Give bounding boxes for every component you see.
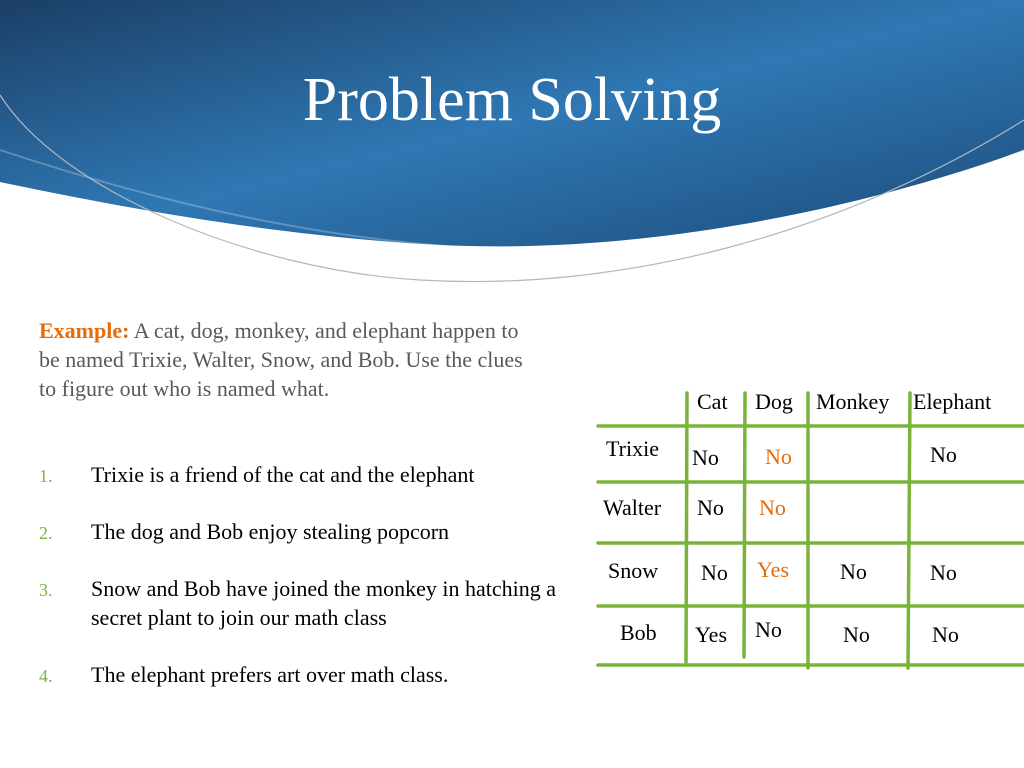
grid-row-label: Walter bbox=[603, 495, 662, 520]
grid-column-dog: Dog bbox=[755, 389, 793, 414]
clue-text: Trixie is a friend of the cat and the elephant bbox=[91, 462, 475, 487]
grid-cell: No bbox=[765, 444, 792, 469]
grid-column-monkey: Monkey bbox=[816, 389, 890, 414]
clue-text: The dog and Bob enjoy stealing popcorn bbox=[91, 519, 450, 544]
example-text: A cat, dog, monkey, and elephant happen to be named Trixie, Walter, Snow, and Bob. Use the clues to figure out who is named what. bbox=[39, 318, 523, 401]
grid-cell: No bbox=[697, 495, 724, 520]
grid-row-label: Snow bbox=[608, 558, 659, 583]
clue-text: Snow and Bob have joined the monkey in hatching a secret plant to join our math class bbox=[91, 576, 556, 630]
clue-number: 3. bbox=[39, 580, 53, 600]
grid-cell: No bbox=[930, 442, 957, 467]
grid-cell: No bbox=[932, 622, 959, 647]
clue-number: 4. bbox=[39, 666, 53, 686]
grid-cell: No bbox=[840, 559, 867, 584]
example-label: Example: bbox=[39, 318, 130, 343]
grid-column-cat: Cat bbox=[697, 389, 728, 414]
grid-row-label: Bob bbox=[620, 620, 657, 645]
grid-cell: No bbox=[692, 445, 719, 470]
clue-text: The elephant prefers art over math class. bbox=[91, 662, 449, 687]
clue-number: 2. bbox=[39, 523, 53, 543]
grid-column-elephant: Elephant bbox=[913, 389, 992, 414]
grid-cell: Yes bbox=[757, 557, 790, 582]
grid-cell: No bbox=[930, 560, 957, 585]
slide-title: Problem Solving bbox=[302, 66, 722, 134]
grid-cell: Yes bbox=[695, 622, 728, 647]
grid-cell: No bbox=[843, 622, 870, 647]
grid-cell: No bbox=[701, 560, 728, 585]
grid-row-label: Trixie bbox=[606, 436, 659, 461]
clue-number: 1. bbox=[39, 466, 53, 486]
grid-cell: No bbox=[759, 495, 786, 520]
grid-cell: No bbox=[755, 617, 782, 642]
